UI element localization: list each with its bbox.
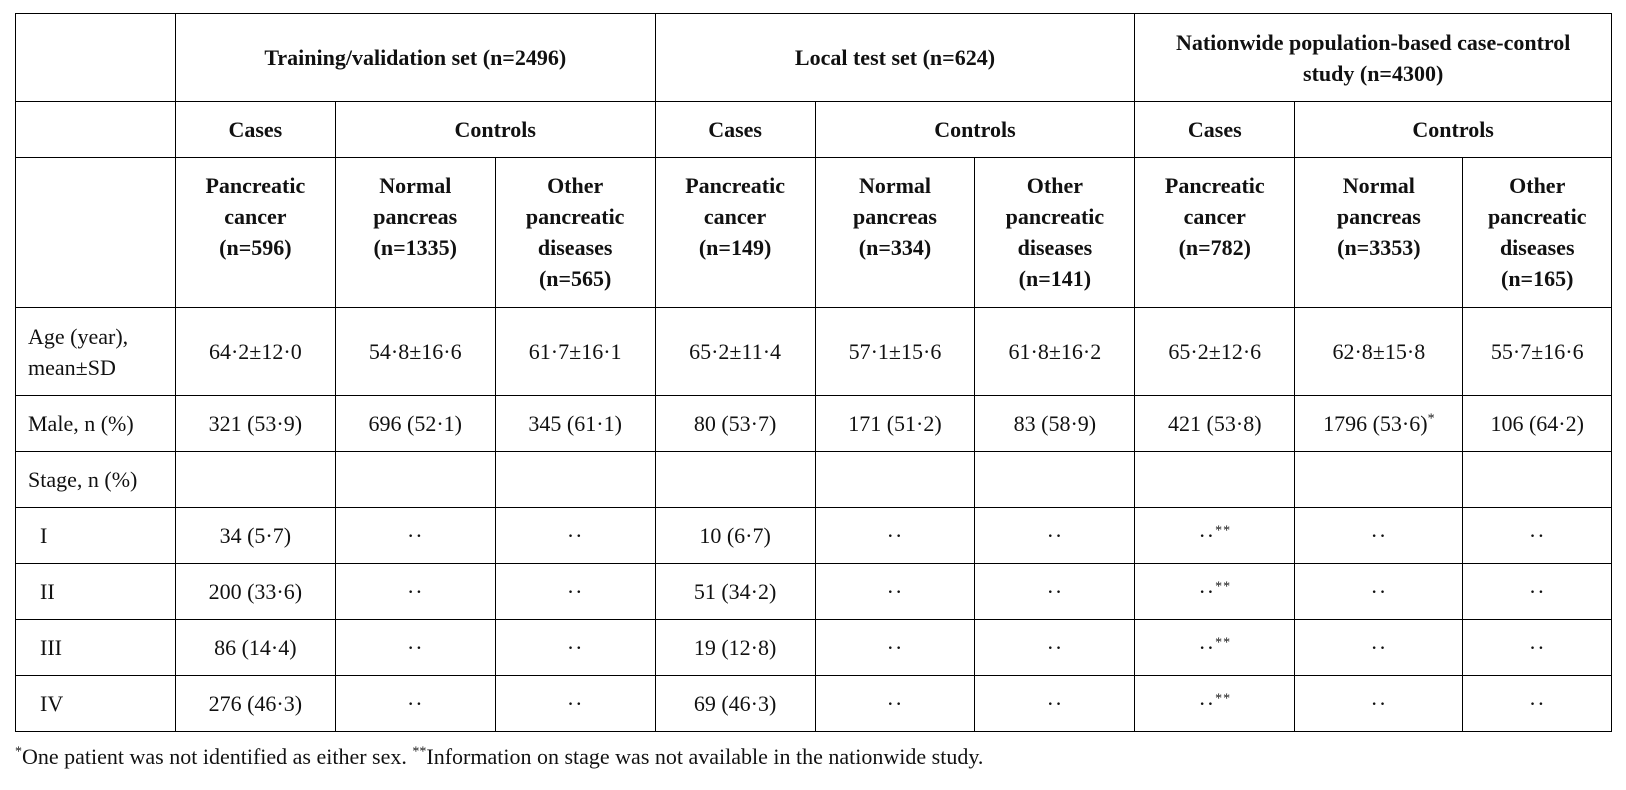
controls-header: Controls (335, 102, 655, 158)
table-cell: 55·7±16·6 (1463, 308, 1612, 396)
subheader-normal-pancreas (815, 158, 975, 308)
table-cell (975, 452, 1135, 508)
table-cell: 51 (34·2) (655, 564, 815, 620)
table-cell: 696 (52·1) (335, 396, 495, 452)
table-cell: 345 (61·1) (495, 396, 655, 452)
subheader-line: Pancreatic (1164, 173, 1265, 198)
subheader-line: cancer (703, 204, 767, 229)
subheader-other-diseases (1463, 158, 1612, 308)
header-row-subgroups (16, 158, 1612, 308)
cell-value: ·· (1198, 523, 1216, 548)
table-cell: ·· (1295, 564, 1463, 620)
table-cell: ·· (335, 676, 495, 732)
table-cell: ·· (1295, 676, 1463, 732)
corner-cell (16, 14, 176, 102)
table-row-male (16, 396, 1612, 452)
table-cell: ·· (495, 564, 655, 620)
cell-value: ·· (1198, 691, 1216, 716)
table-cell (1463, 452, 1612, 508)
subheader-line: pancreatic (1005, 204, 1105, 229)
demographics-table (15, 13, 1612, 732)
row-label-stage: Stage, n (%) (16, 452, 176, 508)
footnote-marker: ** (412, 744, 427, 760)
table-cell: 64·2±12·0 (175, 308, 335, 396)
footnote-marker: ** (1215, 523, 1232, 539)
controls-header: Controls (1295, 102, 1612, 158)
table-cell: ·· (1463, 564, 1612, 620)
header-row-groups (16, 14, 1612, 102)
table-cell: ·· (815, 564, 975, 620)
table-cell (175, 452, 335, 508)
row-label-line: mean±SD (28, 354, 116, 380)
subheader-line: diseases (537, 235, 613, 260)
table-cell: 61·7±16·1 (495, 308, 655, 396)
corner-cell (16, 102, 176, 158)
table-cell (1135, 564, 1295, 620)
footnote-marker: ** (1215, 579, 1232, 595)
subheader-line: Other (547, 173, 604, 198)
table-cell: 106 (64·2) (1463, 396, 1612, 452)
footnote-text-sex: One patient was not identified as either sex. (22, 744, 413, 769)
row-label-age (16, 308, 176, 396)
subheader-pancreatic-cancer (655, 158, 815, 308)
table-cell: 61·8±16·2 (975, 308, 1135, 396)
table-cell: ·· (975, 676, 1135, 732)
subheader-line: (n=334) (858, 235, 932, 260)
cell-value: 1796 (53·6) (1323, 411, 1428, 436)
row-label-line: Age (year), (28, 323, 129, 349)
subheader-line: cancer (224, 204, 287, 229)
table-cell: ·· (1295, 508, 1463, 564)
subheader-normal-pancreas (1295, 158, 1463, 308)
table-cell: ·· (495, 620, 655, 676)
table-cell: 65·2±12·6 (1135, 308, 1295, 396)
table-cell: 62·8±15·8 (1295, 308, 1463, 396)
table-cell: ·· (1463, 620, 1612, 676)
table-cell (1295, 396, 1463, 452)
table-cell: ·· (815, 676, 975, 732)
subheader-line: Other (1026, 173, 1083, 198)
subheader-line: (n=141) (1018, 266, 1092, 291)
table-cell: 276 (46·3) (175, 676, 335, 732)
table-cell: 321 (53·9) (175, 396, 335, 452)
footnote-marker: * (1427, 411, 1435, 427)
subheader-line: Pancreatic (205, 173, 306, 198)
subheader-line: (n=165) (1501, 266, 1574, 291)
cases-header: Cases (655, 102, 815, 158)
subheader-line: (n=565) (538, 266, 612, 291)
subheader-line: cancer (1183, 204, 1246, 229)
footnote-text-stage: Information on stage was not available in the nationwide study. (426, 744, 984, 769)
table-cell: ·· (335, 508, 495, 564)
row-label-stage-2: II (16, 564, 176, 620)
subheader-line: diseases (1017, 235, 1093, 260)
table-row-age (16, 308, 1612, 396)
cell-value: ·· (1198, 635, 1216, 660)
group-training-header: Training/validation set (n=2496) (175, 14, 655, 102)
group-local-test-header: Local test set (n=624) (655, 14, 1135, 102)
footnote-marker: * (15, 744, 22, 760)
table-cell: 57·1±15·6 (815, 308, 975, 396)
subheader-line: (n=149) (698, 235, 772, 260)
subheader-line: pancreas (373, 204, 458, 229)
table-cell: 421 (53·8) (1135, 396, 1295, 452)
subheader-normal-pancreas (335, 158, 495, 308)
subheader-line: Other (1509, 173, 1566, 198)
table-cell: 86 (14·4) (175, 620, 335, 676)
table-cell (815, 452, 975, 508)
footnote-marker: ** (1215, 691, 1232, 707)
table-cell: 200 (33·6) (175, 564, 335, 620)
table-cell: ·· (815, 508, 975, 564)
subheader-line: diseases (1499, 235, 1575, 260)
header-row-case-control (16, 102, 1612, 158)
table-cell: ·· (335, 620, 495, 676)
table-cell: 54·8±16·6 (335, 308, 495, 396)
subheader-line: Normal (858, 173, 932, 198)
table-cell: ·· (975, 564, 1135, 620)
cases-header: Cases (175, 102, 335, 158)
footnote-marker: ** (1215, 635, 1232, 651)
subheader-line: (n=782) (1178, 235, 1252, 260)
subheader-line: pancreatic (1487, 204, 1587, 229)
subheader-line: (n=1335) (373, 235, 457, 260)
table-cell: ·· (1463, 676, 1612, 732)
table-cell: ·· (1295, 620, 1463, 676)
controls-header: Controls (815, 102, 1135, 158)
table-cell: 80 (53·7) (655, 396, 815, 452)
table-row-stage-header (16, 452, 1612, 508)
subheader-line: Pancreatic (685, 173, 785, 198)
subheader-pancreatic-cancer (175, 158, 335, 308)
table-cell: ·· (815, 620, 975, 676)
table-cell: ·· (335, 564, 495, 620)
subheader-line: (n=3353) (1337, 235, 1421, 260)
table-cell: ·· (975, 508, 1135, 564)
corner-cell (16, 158, 176, 308)
table-row-stage-3 (16, 620, 1612, 676)
table-cell: 10 (6·7) (655, 508, 815, 564)
table-cell: 171 (51·2) (815, 396, 975, 452)
table-cell: 69 (46·3) (655, 676, 815, 732)
subheader-line: Normal (379, 173, 452, 198)
group-nationwide-header: Nationwide population-based case-control study (n=4300) (1135, 14, 1612, 102)
table-cell: ·· (495, 508, 655, 564)
cases-header: Cases (1135, 102, 1295, 158)
table-cell (655, 452, 815, 508)
cell-value: ·· (1198, 579, 1216, 604)
subheader-other-diseases (975, 158, 1135, 308)
subheader-line: pancreas (1336, 204, 1421, 229)
table-cell (1135, 508, 1295, 564)
subheader-line: (n=596) (219, 235, 292, 260)
table-cell (495, 452, 655, 508)
subheader-line: Normal (1342, 173, 1415, 198)
table-cell: 83 (58·9) (975, 396, 1135, 452)
table-cell: 19 (12·8) (655, 620, 815, 676)
table-cell: 65·2±11·4 (655, 308, 815, 396)
row-label-stage-1: I (16, 508, 176, 564)
table-footnote (15, 744, 983, 770)
table-cell (1135, 676, 1295, 732)
table-cell: ·· (1463, 508, 1612, 564)
table-cell: 34 (5·7) (175, 508, 335, 564)
table-cell (335, 452, 495, 508)
table-row-stage-1 (16, 508, 1612, 564)
row-label-male: Male, n (%) (16, 396, 176, 452)
row-label-stage-4: IV (16, 676, 176, 732)
table-cell: ·· (495, 676, 655, 732)
row-label-stage-3: III (16, 620, 176, 676)
table-cell: ·· (975, 620, 1135, 676)
table-cell (1135, 452, 1295, 508)
subheader-pancreatic-cancer (1135, 158, 1295, 308)
table-row-stage-2 (16, 564, 1612, 620)
table-row-stage-4 (16, 676, 1612, 732)
table-cell (1135, 620, 1295, 676)
subheader-line: pancreas (853, 204, 937, 229)
subheader-other-diseases (495, 158, 655, 308)
subheader-line: pancreatic (525, 204, 625, 229)
table-cell (1295, 452, 1463, 508)
